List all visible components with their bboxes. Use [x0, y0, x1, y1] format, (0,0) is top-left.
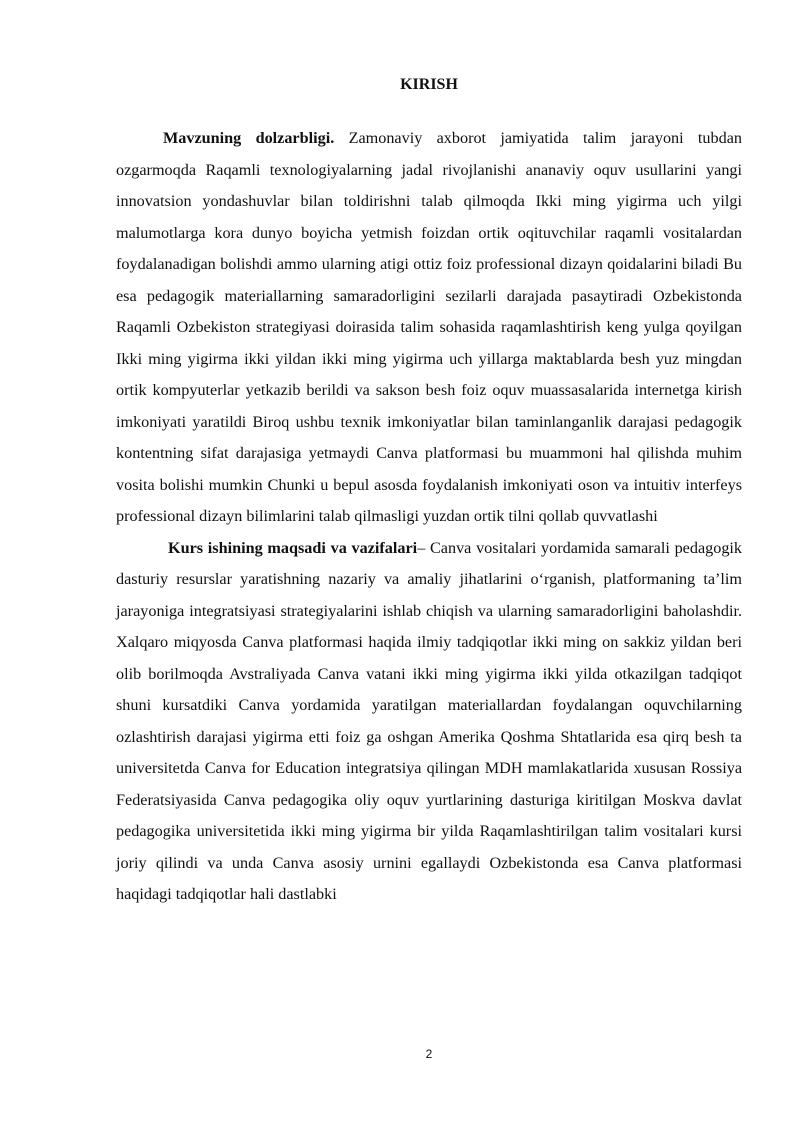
body-text	[116, 123, 742, 911]
page-number: 2	[425, 1047, 433, 1061]
section-heading: KIRISH	[400, 76, 458, 93]
paragraph-text-relevance: Zamonaviy axborot jamiyatida talim jarayoni tubdan ozgarmoqda Raqamli texnologiyalarning jadal rivojlanishi ananaviy oquv usullarini yangi innovatsion yondashuvlar bilan toldirishni talab qilmoqda Ikki ming yigirma uch yilgi malumotlarga kora dunyo boyicha yetmish foizdan ortik oqituvchilar raqamli vositalardan foydalanadigan bolishdi ammo ularning atigi ottiz foiz professional dizayn qoidalarini biladi Bu esa pedagogik materiallarning samaradorligini sezilarli darajada pasaytiradi Ozbekistonda Raqamli Ozbekiston strategiyasi doirasida talim sohasida raqamlashtirish keng yulga qoyilgan Ikki ming yigirma ikki yildan ikki ming yigirma uch yillarga maktablarda besh yuz mingdan ortik kompyuterlar yetkazib berildi va sakson besh foiz oquv muassasalarida internetga kirish imkoniyati yaratildi Biroq ushbu texnik imkoniyatlar bilan taminlanganlik darajasi pedagogik kontentning sifat darajasiga yetmaydi Canva platformasi bu muammoni hal qilishda muhim vosita bolishi mumkin Chunki u bepul asosda foydalanish imkoniyati oson va intuitiv interfeys professional dizayn bilimlarini talab qilmasligi yuzdan ortik tilni qollab quvvatlashi	[116, 129, 742, 525]
paragraph-lead-relevance: Mavzuning dolzarbligi.	[163, 129, 335, 147]
paragraph-goals	[116, 533, 742, 911]
paragraph-relevance	[116, 123, 742, 533]
paragraph-lead-goals: Kurs ishining maqsadi va vazifalari	[168, 538, 418, 557]
paragraph-text-goals: – Canva vositalari yordamida samarali pedagogik dasturiy resurslar yaratishning nazariy va amaliy jihatlarini o‘rganish, platformaning ta’lim jarayoniga integratsiyasi strategiyalarini ishlab chiqish va ularning samaradorligini baholashdir. Xalqaro miqyosda Canva platformasi haqida ilmiy tadqiqotlar ikki ming on sakkiz yildan beri olib borilmoqda Avstraliyada Canva vatani ikki ming yigirma ikki yilda otkazilgan tadqiqot shuni kursatdiki Canva yordamida yaratilgan materiallardan foydalangan oquvchilarning ozlashtirish darajasi yigirma etti foiz ga oshgan Amerika Qoshma Shtatlarida esa qirq besh ta universitetda Canva for Education integratsiya qilingan MDH mamlakatlarida xususan Rossiya Federatsiyasida Canva pedagogika oliy oquv yurtlarining dasturiga kiritilgan Moskva davlat pedagogika universitetida ikki ming yigirma bir yilda Raqamlashtirilgan talim vositalari kursi joriy qilindi va unda Canva asosiy urnini egallaydi Ozbekistonda esa Canva platformasi haqidagi tadqiqotlar hali dastlabki	[116, 538, 743, 903]
